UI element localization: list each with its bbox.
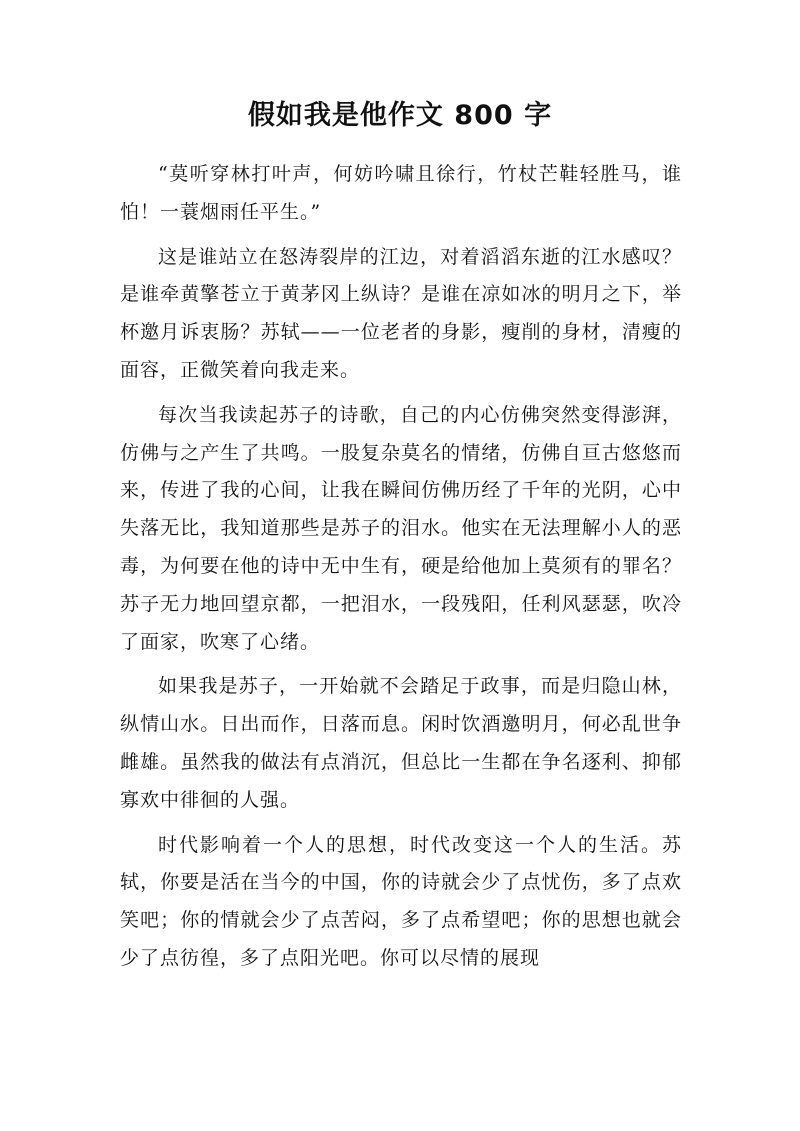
paragraph-5: 时代影响着一个人的思想，时代改变这一个人的生活。苏轼，你要是活在当今的中国，你的诗就会少了点忧伤，多了点欢笑吧；你的情就会少了点苦闷，多了点希望吧；你的思想也就会少了点彷徨，多了点阳光吧。你可以尽情的展现 [120, 833, 682, 969]
paragraph-2: 这是谁站立在怒涛裂岸的江边，对着滔滔东逝的江水感叹？是谁牵黄擎苍立于黄茅冈上纵诗？是谁在凉如冰的明月之下，举杯邀月诉衷肠？苏轼——一位老者的身影，瘦削的身材，清瘦的面容，正微笑着向我走来。 [120, 245, 682, 381]
paragraph-4: 如果我是苏子，一开始就不会踏足于政事，而是归隐山林，纵情山水。日出而作，日落而息。闲时饮酒邀明月，何必乱世争雌雄。虽然我的做法有点消沉，但总比一生都在争名逐利、抑郁寡欢中徘徊的人强。 [120, 675, 682, 811]
document-title: 假如我是他作文 800 字 [247, 100, 553, 131]
paragraph-1: “莫听穿林打叶声，何妨吟啸且徐行，竹杖芒鞋轻胜马，谁怕！一蓑烟雨任平生。” [120, 163, 682, 223]
document-body [120, 156, 682, 985]
paragraph-3: 每次当我读起苏子的诗歌，自己的内心仿佛突然变得澎湃，仿佛与之产生了共鸣。一股复杂莫名的情绪，仿佛自亘古悠悠而来，传进了我的心间，让我在瞬间仿佛历经了千年的光阴，心中失落无比，我知道那些是苏子的泪水。他实在无法理解小人的恶毒，为何要在他的诗中无中生有，硬是给他加上莫须有的罪名？苏子无力地回望京都，一把泪水，一段残阳，任利风瑟瑟，吹冷了面家，吹寒了心绪。 [120, 403, 682, 653]
